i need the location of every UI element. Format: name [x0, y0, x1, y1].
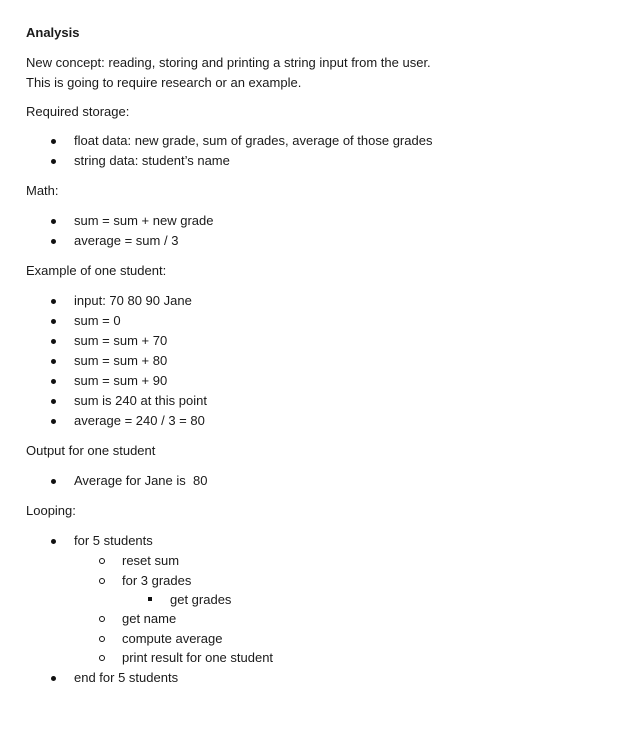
list-item: print result for one student	[74, 648, 606, 668]
bullet-icon	[51, 319, 56, 324]
bullet-icon	[51, 139, 56, 144]
bullet-icon	[51, 479, 56, 484]
hollow-bullet-icon	[99, 655, 105, 661]
list-item: float data: new grade, sum of grades, average of those grades	[26, 131, 606, 151]
list-item: get grades	[122, 590, 606, 609]
hollow-bullet-icon	[99, 578, 105, 584]
bullet-icon	[51, 339, 56, 344]
list-item: get name	[74, 609, 606, 629]
bullet-icon	[51, 219, 56, 224]
math-label: Math:	[26, 183, 59, 198]
bullet-icon	[51, 239, 56, 244]
bullet-icon	[51, 359, 56, 364]
storage-list	[26, 131, 606, 171]
example-label: Example of one student:	[26, 263, 167, 278]
list-item: sum is 240 at this point	[26, 391, 606, 411]
document-heading: Analysis	[26, 25, 80, 40]
bullet-icon	[51, 379, 56, 384]
list-item: sum = sum + 80	[26, 351, 606, 371]
list-item: sum = sum + 90	[26, 371, 606, 391]
looping-sublist	[74, 551, 606, 668]
list-item: sum = 0	[26, 311, 606, 331]
list-item: string data: student’s name	[26, 151, 606, 171]
list-item: sum = sum + 70	[26, 331, 606, 351]
list-item: average = 240 / 3 = 80	[26, 411, 606, 431]
list-item: for 5 students reset sum for 3 grades get grades get name compute average print result for one student	[26, 531, 606, 668]
list-item: Average for Jane is 80	[26, 471, 606, 491]
square-bullet-icon	[148, 597, 152, 601]
bullet-icon	[51, 676, 56, 681]
list-item: average = sum / 3	[26, 231, 606, 251]
hollow-bullet-icon	[99, 636, 105, 642]
looping-label: Looping:	[26, 503, 76, 518]
looping-list	[26, 531, 606, 688]
output-label: Output for one student	[26, 443, 156, 458]
bullet-icon	[51, 419, 56, 424]
output-list	[26, 471, 606, 491]
list-item: compute average	[74, 629, 606, 649]
intro-line-1: New concept: reading, storing and printing a string input from the user.	[26, 55, 431, 70]
grades-sublist	[122, 590, 606, 609]
list-item: reset sum	[74, 551, 606, 571]
bullet-icon	[51, 399, 56, 404]
list-item: input: 70 80 90 Jane	[26, 291, 606, 311]
document	[26, 24, 606, 688]
hollow-bullet-icon	[99, 558, 105, 564]
list-item: sum = sum + new grade	[26, 211, 606, 231]
storage-label: Required storage:	[26, 104, 130, 119]
hollow-bullet-icon	[99, 616, 105, 622]
bullet-icon	[51, 299, 56, 304]
bullet-icon	[51, 539, 56, 544]
bullet-icon	[51, 159, 56, 164]
math-list	[26, 211, 606, 251]
list-item: end for 5 students	[26, 668, 606, 688]
example-list	[26, 291, 606, 431]
list-item: for 3 grades get grades	[74, 571, 606, 610]
intro-line-2: This is going to require research or an example.	[26, 75, 302, 90]
